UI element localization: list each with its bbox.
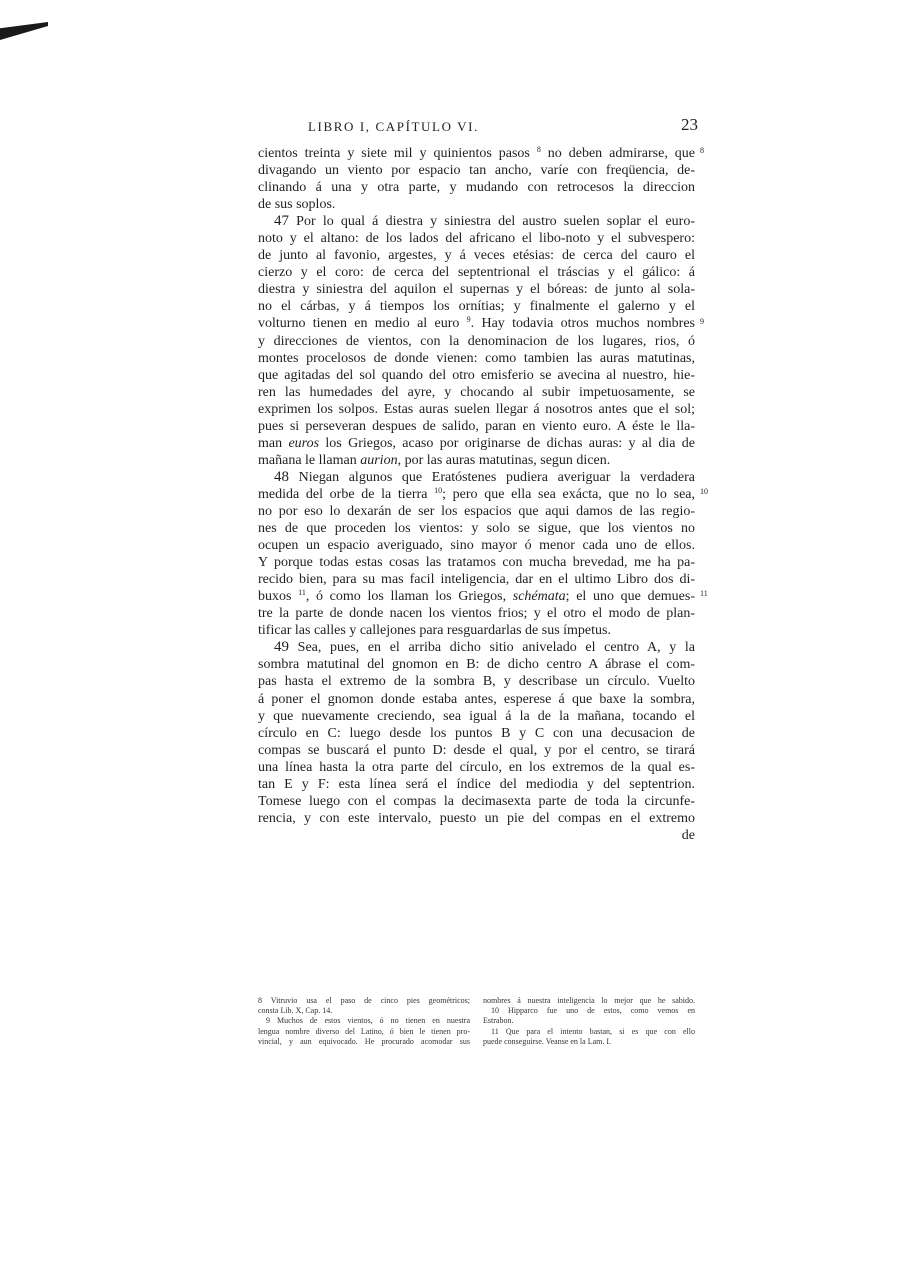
body-line: y direcciones de vientos, con la denominacion de los lugares, rios, ó — [258, 333, 695, 349]
running-title: LIBRO I, CAPÍTULO VI. — [308, 119, 479, 134]
page-number: 23 — [681, 115, 698, 134]
body-line: sombra matutinal del gnomon en B: de dicho centro A ábrase el com- — [258, 657, 695, 673]
footnotes-right-column — [483, 996, 695, 1047]
body-line: tre la parte de donde nacen los vientos frios; y el otro el modo de plan- — [258, 606, 695, 622]
margin-note-ref: 8 — [700, 146, 704, 155]
body-line: pas hasta el extremo de la sombra B, y describase un círculo. Vuelto — [258, 674, 695, 690]
body-line: cierzo y el coro: de cerca del septentrional el tráscias y el gálico: á — [258, 265, 695, 281]
footnote-line: nombres á nuestra inteligencia lo mejor que he sabido. — [483, 996, 695, 1005]
scan-corner-mark — [0, 22, 48, 40]
body-line: que agitadas del sol quando del otro emisferio se avecina al nuestro, hie- — [258, 367, 695, 383]
body-line: y que nuevamente creciendo, sea igual á la de la mañana, tocando el — [258, 708, 695, 724]
footnote-line: vincial, y aun equivocado. He procurado acomodar sus — [258, 1036, 470, 1046]
body-line: man euros los Griegos, acaso por originarse de dichas auras: y al dia de — [258, 435, 695, 451]
body-line: 47 Por lo qual á diestra y siniestra del austro suelen soplar el euro- — [274, 213, 695, 230]
body-line: de junto al favonio, argestes, y á veces etésias: de cerca del cauro el — [258, 248, 695, 264]
footnote-line: 10 Hipparco fue uno de estos, como vemos en — [491, 1006, 695, 1016]
body-text — [258, 145, 695, 844]
page-header — [308, 117, 698, 137]
footnote-line: puede conseguirse. Veanse en la Lam. I. — [483, 1036, 612, 1046]
body-line: diestra y siniestra del aquilon el supernas y el bóreas: de junto al sola- — [258, 282, 695, 298]
body-line: exprimen los solpos. Estas auras suelen llegar á nosotros antes que el sol; — [258, 401, 695, 417]
body-line: 48 Niegan algunos que Eratóstenes pudiera averiguar la verdadera — [274, 468, 695, 485]
body-line: cientos treinta y siete mil y quinientos pasos $^8$ no deben admirarse, que — [258, 145, 695, 161]
body-line: de sus soplos. — [258, 197, 336, 213]
body-line: mañana le llaman aurion, por las auras matutinas, segun dicen. — [258, 452, 611, 468]
body-line: clinando á una y otra parte, y mudando con retrocesos la direccion — [258, 180, 695, 196]
body-line: volturno tienen en medio al euro $^9$. Hay todavia otros muchos nombres — [258, 315, 695, 332]
footnote-line: Estrabon. — [483, 1016, 514, 1026]
body-line: de — [681, 827, 695, 843]
body-line: nes de que proceden los vientos: y solo se sigue, que los vientos no — [258, 521, 695, 537]
margin-note-ref: 9 — [700, 316, 704, 326]
body-line: 49 Sea, pues, en el arriba dicho sitio anivelado el centro A, y la — [274, 639, 695, 656]
body-line: recido bien, para su mas facil inteligencia, dar en el ultimo Libro dos di- — [258, 572, 695, 588]
body-line: montes procelosos de donde vienen: como tambien las auras matutinas, — [258, 350, 695, 366]
footnote-line: 11 Que para el intento bastan, si es que con ello — [491, 1026, 695, 1036]
body-line: Tomese luego con el compas la decimasexta parte de toda la circunfe- — [258, 793, 695, 809]
footnote-line: consta Lib. X, Cap. 14. — [258, 1006, 333, 1016]
body-line: Y porque todas estas cosas las tratamos con mucha brevedad, me ha pa- — [258, 555, 695, 571]
body-line: rencia, y con este intervalo, puesto un pie del compas en el extremo — [258, 810, 695, 826]
body-line: buxos $^{11}$, ó como los llaman los Griegos, schémata; el uno que demues- — [258, 588, 695, 605]
footnote-line: lengua nombre diverso del Latino, ó bien le tienen pro- — [258, 1026, 470, 1036]
body-line: una línea hasta la otra parte del círculo, en los extremos de la qual es- — [258, 759, 695, 775]
footnote-line: 8 Vitruvio usa el paso de cinco pies geométricos; — [258, 996, 470, 1005]
body-line: pues si perseveran despues de salido, paran en viento euro. A éste le lla- — [258, 418, 695, 434]
body-line: divagando un viento por espacio tan ancho, varíe con freqüencia, de- — [258, 163, 695, 179]
body-line: ocupen un espacio averiguado, sino mayor ó menor cada uno de ellos. — [258, 538, 695, 554]
body-line: tan E y F: esta línea será el índice del mediodia y del septentrion. — [258, 776, 695, 792]
body-line: no por eso lo dexarán de ser los espacios que aqui damos de las regio- — [258, 503, 695, 519]
body-line: á poner el gnomon donde estaba antes, esperese á que baxe la sombra, — [258, 691, 695, 707]
body-line: círculo en C: luego desde los puntos B y C con una decusacion de — [258, 725, 695, 741]
margin-note-ref: 10 — [700, 487, 708, 496]
body-line: medida del orbe de la tierra $^{10}$; pero que ella sea exácta, que no lo sea, — [258, 485, 695, 502]
footnotes-left-column — [258, 996, 470, 1047]
footnote-line: 9 Muchos de estos vientos, ó no tienen en nuestra — [266, 1016, 470, 1026]
body-line: noto y el altano: de los lados del africano el libo-noto y el subvespero: — [258, 231, 695, 247]
body-line: tificar las calles y callejones para resguardarlas de sus ímpetus. — [258, 623, 611, 639]
body-line: ren las humedades del ayre, y chocando al subir impetuosamente, se — [258, 384, 695, 400]
body-line: no el cárbas, y á tiempos los ornítias; y finalmente el galerno y el — [258, 299, 695, 315]
margin-note-ref: 11 — [700, 589, 708, 599]
body-line: compas se buscará el punto D: desde el qual, y por el centro, se tirará — [258, 742, 695, 758]
